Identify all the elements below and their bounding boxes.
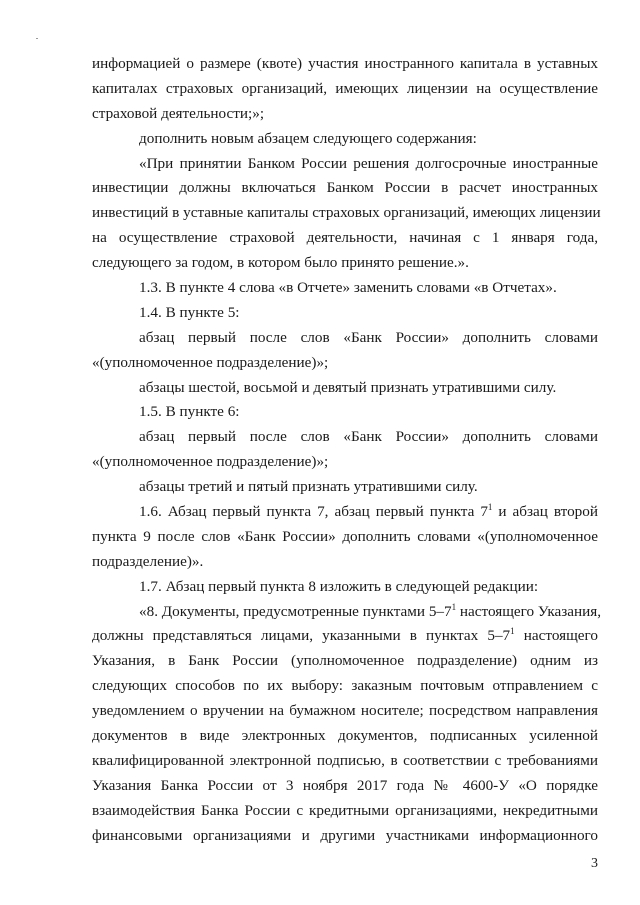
text-line: должны представляться лицами, указанными в пунктах $5-7^1$ настоящего [92,626,598,645]
text-line: финансовыми организациями и другими участниками информационного [92,826,598,844]
text-line: пункта 9 после слов «Банк России» дополнить словами «(уполномоченное [92,527,598,545]
text-line: 1.6. Абзац первый пункта 7, абзац первый пункта $7^1$ и абзац второй [139,502,598,521]
text-line: 1.3. В пункте 4 слова «в Отчете» заменить словами «в Отчетах». [139,279,557,297]
text-line: 1.5. В пункте 6: [139,403,240,421]
text-line: Указания Банка России от 3 ноября 2017 года № 4600-У «О порядке [92,776,598,794]
text-line: Указания, в Банк России (уполномоченное подразделение) одним из [92,652,598,670]
text-line: подразделение)». [92,552,204,570]
text-line: абзац первый после слов «Банк России» дополнить словами [139,428,598,446]
text-line: взаимодействия Банка России с кредитными организациями, некредитными [92,801,598,819]
text-line: «8. Документы, предусмотренные пунктами $5-7^1$ настоящего Указания, [139,601,602,620]
document-body [92,52,602,849]
text-line: дополнить новым абзацем следующего содержания: [139,129,477,147]
text-line: «(уполномоченное подразделение)»; [92,353,329,371]
text-line: абзацы третий и пятый признать утратившими силу. [139,478,478,496]
text-line: страховой деятельности;»; [92,104,265,122]
text-line: капиталах страховых организаций, имеющих лицензии на осуществление [92,79,598,97]
text-line: абзацы шестой, восьмой и девятый признать утратившими силу. [139,378,557,396]
text-line: инвестиции должны включаться Банком России в расчет иностранных [92,179,598,197]
page-number: 3 [591,856,598,871]
text-line: уведомлением о вручении на бумажном носителе; посредством направления [92,702,598,720]
text-line: следующего за годом, в котором было принято решение.». [92,254,469,272]
text-line: инвестиций в уставные капиталы страховых организаций, имеющих лицензии [92,204,601,222]
text-line: квалифицированной электронной подписью, в соответствии с требованиями [92,751,598,769]
text-line: 1.7. Абзац первый пункта 8 изложить в следующей редакции: [139,577,539,595]
text-line: на осуществление страховой деятельности, начиная с 1 января года, [92,229,598,247]
text-line: 1.4. В пункте 5: [139,303,240,321]
text-line: «При принятии Банком России решения долгосрочные иностранные [139,154,598,172]
text-line: абзац первый после слов «Банк России» дополнить словами [139,328,598,346]
text-line: следующих способов по их выбору: заказным почтовым отправлением с [92,677,598,695]
text-line: информацией о размере (квоте) участия иностранного капитала в уставных [92,55,598,72]
scan-mark [36,38,38,39]
text-line: документов в виде электронных документов, подписанных усиленной [92,727,598,745]
text-line: «(уполномоченное подразделение)»; [92,453,329,471]
